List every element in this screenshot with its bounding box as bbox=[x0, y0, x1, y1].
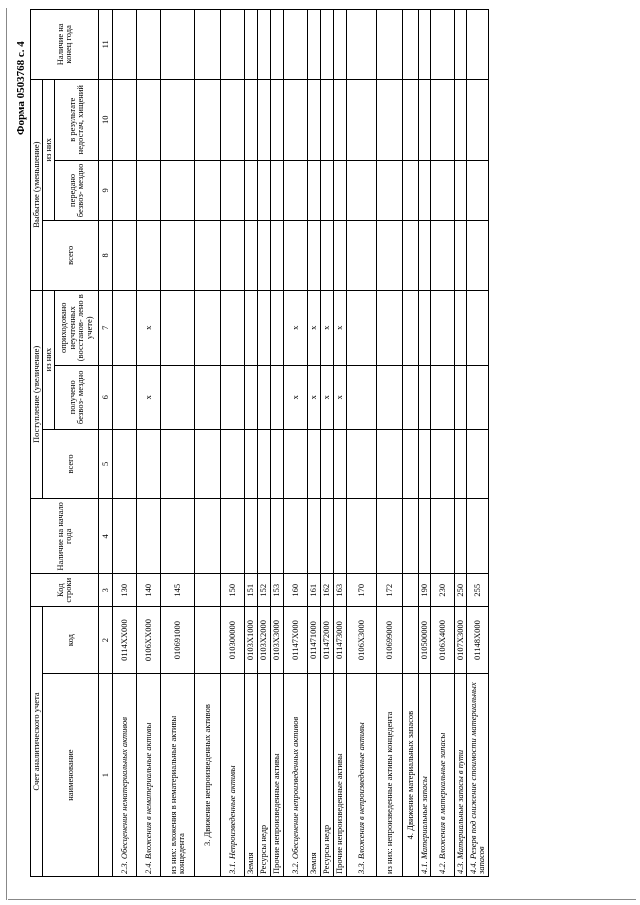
row-line-code: 153 bbox=[270, 574, 283, 606]
row-code: 011471000 bbox=[307, 606, 320, 673]
empty-cell bbox=[466, 221, 488, 291]
empty-cell bbox=[418, 79, 430, 160]
empty-cell bbox=[454, 79, 466, 160]
empty-cell bbox=[454, 10, 466, 80]
table-row bbox=[346, 10, 376, 877]
row-name: 3.1. Непроизведенные активы bbox=[220, 674, 244, 877]
column-number: 3 bbox=[98, 574, 112, 606]
header-code: код bbox=[43, 606, 99, 673]
empty-cell bbox=[307, 499, 320, 574]
empty-cell bbox=[376, 160, 402, 220]
empty-cell bbox=[160, 79, 194, 160]
empty-cell bbox=[244, 160, 257, 220]
column-number: 11 bbox=[98, 10, 112, 80]
row-name: Ресурсы недр bbox=[320, 674, 333, 877]
empty-cell bbox=[160, 221, 194, 291]
column-number: 7 bbox=[98, 290, 112, 365]
empty-cell bbox=[346, 79, 376, 160]
cell-free-received bbox=[430, 365, 454, 429]
header-end: Наличие на конец года bbox=[31, 10, 99, 80]
row-code: 0106Х4000 bbox=[430, 606, 454, 673]
column-number: 8 bbox=[98, 221, 112, 291]
column-number: 6 bbox=[98, 365, 112, 429]
table-row bbox=[160, 10, 194, 877]
empty-cell bbox=[136, 221, 160, 291]
empty-cell bbox=[220, 79, 244, 160]
table-row bbox=[466, 10, 488, 877]
table-row bbox=[270, 10, 283, 877]
empty-cell bbox=[160, 160, 194, 220]
cell-surplus bbox=[454, 290, 466, 365]
empty-cell bbox=[430, 10, 454, 80]
empty-cell bbox=[320, 10, 333, 80]
empty-cell bbox=[257, 429, 270, 499]
row-code: 010691000 bbox=[160, 606, 194, 673]
row-code: 01147Х000 bbox=[283, 606, 307, 673]
empty-cell bbox=[320, 79, 333, 160]
empty-cell bbox=[320, 499, 333, 574]
header-account: Счет аналитического учета bbox=[31, 606, 43, 876]
table-row bbox=[333, 10, 346, 877]
row-line-code: 172 bbox=[376, 574, 402, 606]
empty-cell bbox=[402, 221, 418, 291]
cell-free-received bbox=[454, 365, 466, 429]
empty-cell bbox=[402, 160, 418, 220]
empty-cell bbox=[402, 79, 418, 160]
empty-cell bbox=[333, 499, 346, 574]
empty-cell bbox=[402, 10, 418, 80]
row-name: Прочие непроизведенные активы bbox=[333, 674, 346, 877]
empty-cell bbox=[430, 499, 454, 574]
empty-cell bbox=[136, 10, 160, 80]
empty-cell bbox=[376, 79, 402, 160]
empty-cell bbox=[466, 499, 488, 574]
row-name: из них: непроизведенные активы концедента bbox=[376, 674, 402, 877]
column-number: 1 bbox=[98, 674, 112, 877]
cell-free-received bbox=[244, 365, 257, 429]
column-number: 5 bbox=[98, 429, 112, 499]
table-row bbox=[244, 10, 257, 877]
empty-cell bbox=[320, 221, 333, 291]
row-line-code: 163 bbox=[333, 574, 346, 606]
empty-cell bbox=[283, 79, 307, 160]
row-name: 2.3. Обесценение нематериальных активов bbox=[112, 674, 136, 877]
row-line-code: 170 bbox=[346, 574, 376, 606]
table-row bbox=[320, 10, 333, 877]
header-free-transferred: передано безвоз- мездно bbox=[54, 160, 98, 220]
account-table bbox=[30, 9, 489, 877]
row-line-code: 151 bbox=[244, 574, 257, 606]
empty-cell bbox=[112, 429, 136, 499]
empty-cell bbox=[333, 79, 346, 160]
header-receipt-total: всего bbox=[43, 429, 99, 499]
empty-cell bbox=[257, 160, 270, 220]
empty-cell bbox=[346, 221, 376, 291]
row-name: из них: вложения в нематериальные активы концедента bbox=[160, 674, 194, 877]
empty-cell bbox=[418, 429, 430, 499]
empty-cell bbox=[244, 79, 257, 160]
row-name: Ресурсы недр bbox=[257, 674, 270, 877]
row-code: 0107Х3000 bbox=[454, 606, 466, 673]
empty-cell bbox=[136, 499, 160, 574]
header-disposal-of-them: из них bbox=[43, 79, 55, 220]
header-receipt: Поступление (увеличение) bbox=[31, 290, 43, 499]
cell-surplus bbox=[402, 290, 418, 365]
empty-cell bbox=[283, 221, 307, 291]
cell-free-received: х bbox=[333, 365, 346, 429]
empty-cell bbox=[136, 79, 160, 160]
row-line-code: 162 bbox=[320, 574, 333, 606]
cell-surplus: х bbox=[320, 290, 333, 365]
empty-cell bbox=[320, 429, 333, 499]
row-code: 0103Х1000 bbox=[244, 606, 257, 673]
header-disposal-total: всего bbox=[43, 221, 99, 291]
empty-cell bbox=[307, 10, 320, 80]
empty-cell bbox=[307, 221, 320, 291]
empty-cell bbox=[466, 160, 488, 220]
empty-cell bbox=[307, 160, 320, 220]
empty-cell bbox=[220, 10, 244, 80]
empty-cell bbox=[346, 10, 376, 80]
row-name: 4.2. Вложения в материальные запасы bbox=[430, 674, 454, 877]
empty-cell bbox=[194, 221, 220, 291]
cell-free-received: х bbox=[320, 365, 333, 429]
empty-cell bbox=[244, 499, 257, 574]
row-line-code: 230 bbox=[430, 574, 454, 606]
empty-cell bbox=[112, 79, 136, 160]
table-row bbox=[257, 10, 270, 877]
empty-cell bbox=[194, 10, 220, 80]
empty-cell bbox=[307, 429, 320, 499]
empty-cell bbox=[333, 10, 346, 80]
empty-cell bbox=[376, 429, 402, 499]
empty-cell bbox=[333, 221, 346, 291]
row-code: 0103Х3000 bbox=[270, 606, 283, 673]
cell-surplus bbox=[257, 290, 270, 365]
column-number: 4 bbox=[98, 499, 112, 574]
row-code: 010699000 bbox=[376, 606, 402, 673]
empty-cell bbox=[220, 160, 244, 220]
table-row bbox=[112, 10, 136, 877]
cell-surplus: х bbox=[307, 290, 320, 365]
header-receipt-of-them: из них bbox=[43, 290, 55, 429]
empty-cell bbox=[160, 10, 194, 80]
empty-cell bbox=[430, 79, 454, 160]
empty-cell bbox=[112, 499, 136, 574]
row-name: 4.4. Резерв под снижение стоимости материальных запасов bbox=[466, 674, 488, 877]
row-line-code: 160 bbox=[283, 574, 307, 606]
empty-cell bbox=[270, 10, 283, 80]
empty-cell bbox=[194, 499, 220, 574]
empty-cell bbox=[376, 221, 402, 291]
row-name: Прочие непроизведенные активы bbox=[270, 674, 283, 877]
empty-cell bbox=[346, 499, 376, 574]
row-name: 4. Движение материальных запасов bbox=[402, 674, 418, 877]
cell-surplus bbox=[376, 290, 402, 365]
header-shortage: в результате недостач, хищений bbox=[54, 79, 98, 160]
table-row bbox=[376, 10, 402, 877]
header-beginning: Наличие на начало года bbox=[31, 499, 99, 574]
empty-cell bbox=[112, 221, 136, 291]
cell-free-received bbox=[112, 365, 136, 429]
cell-free-received bbox=[466, 365, 488, 429]
table-row bbox=[220, 10, 244, 877]
row-code: 0114ХХ000 bbox=[112, 606, 136, 673]
cell-free-received bbox=[220, 365, 244, 429]
cell-free-received bbox=[376, 365, 402, 429]
empty-cell bbox=[257, 10, 270, 80]
empty-cell bbox=[194, 79, 220, 160]
empty-cell bbox=[220, 499, 244, 574]
cell-surplus bbox=[346, 290, 376, 365]
empty-cell bbox=[466, 79, 488, 160]
row-name: 3. Движение непроизведенных активов bbox=[194, 674, 220, 877]
empty-cell bbox=[220, 429, 244, 499]
empty-cell bbox=[160, 429, 194, 499]
empty-cell bbox=[454, 160, 466, 220]
empty-cell bbox=[418, 10, 430, 80]
empty-cell bbox=[283, 499, 307, 574]
cell-surplus bbox=[194, 290, 220, 365]
empty-cell bbox=[418, 499, 430, 574]
table-body bbox=[112, 10, 488, 877]
table-row bbox=[430, 10, 454, 877]
empty-cell bbox=[320, 160, 333, 220]
table-row bbox=[454, 10, 466, 877]
empty-cell bbox=[466, 429, 488, 499]
row-code: 010300000 bbox=[220, 606, 244, 673]
header-name: наименование bbox=[43, 674, 99, 877]
empty-cell bbox=[307, 79, 320, 160]
empty-cell bbox=[454, 429, 466, 499]
row-line-code: 150 bbox=[220, 574, 244, 606]
row-line-code: 190 bbox=[418, 574, 430, 606]
empty-cell bbox=[112, 160, 136, 220]
empty-cell bbox=[418, 221, 430, 291]
row-line-code bbox=[194, 574, 220, 606]
empty-cell bbox=[244, 221, 257, 291]
form-label: Форма 0503768 с. 4 bbox=[15, 41, 27, 135]
empty-cell bbox=[376, 499, 402, 574]
column-numbers-row bbox=[98, 10, 112, 877]
table-row bbox=[418, 10, 430, 877]
cell-free-received bbox=[418, 365, 430, 429]
row-code: 01148Х000 bbox=[466, 606, 488, 673]
row-code: 011472000 bbox=[320, 606, 333, 673]
table-row bbox=[283, 10, 307, 877]
cell-surplus bbox=[244, 290, 257, 365]
row-line-code bbox=[402, 574, 418, 606]
cell-surplus: х bbox=[136, 290, 160, 365]
row-name: Земля bbox=[307, 674, 320, 877]
row-line-code: 250 bbox=[454, 574, 466, 606]
empty-cell bbox=[402, 429, 418, 499]
row-code: 0103Х2000 bbox=[257, 606, 270, 673]
cell-free-received bbox=[194, 365, 220, 429]
row-name: 2.4. Вложения в нематериальные активы bbox=[136, 674, 160, 877]
cell-free-received: х bbox=[307, 365, 320, 429]
row-code: 0106Х3000 bbox=[346, 606, 376, 673]
empty-cell bbox=[346, 429, 376, 499]
cell-free-received: х bbox=[283, 365, 307, 429]
row-code bbox=[402, 606, 418, 673]
header-surplus: оприходовано неучтенных (восстанов- лено в учете) bbox=[54, 290, 98, 365]
cell-surplus: х bbox=[333, 290, 346, 365]
column-number: 10 bbox=[98, 79, 112, 160]
empty-cell bbox=[257, 221, 270, 291]
empty-cell bbox=[257, 79, 270, 160]
table-row bbox=[194, 10, 220, 877]
empty-cell bbox=[430, 221, 454, 291]
cell-free-received bbox=[270, 365, 283, 429]
row-name: 4.1. Материальные запасы bbox=[418, 674, 430, 877]
row-code: 011473000 bbox=[333, 606, 346, 673]
row-line-code: 130 bbox=[112, 574, 136, 606]
empty-cell bbox=[418, 160, 430, 220]
empty-cell bbox=[270, 79, 283, 160]
cell-surplus bbox=[160, 290, 194, 365]
empty-cell bbox=[270, 221, 283, 291]
empty-cell bbox=[454, 221, 466, 291]
empty-cell bbox=[194, 429, 220, 499]
empty-cell bbox=[112, 10, 136, 80]
empty-cell bbox=[333, 429, 346, 499]
empty-cell bbox=[454, 499, 466, 574]
cell-free-received bbox=[346, 365, 376, 429]
table-row bbox=[307, 10, 320, 877]
header-line-code: Код строки bbox=[31, 574, 99, 606]
cell-free-received: х bbox=[136, 365, 160, 429]
cell-surplus bbox=[220, 290, 244, 365]
empty-cell bbox=[220, 221, 244, 291]
cell-surplus bbox=[430, 290, 454, 365]
empty-cell bbox=[430, 160, 454, 220]
row-line-code: 145 bbox=[160, 574, 194, 606]
cell-surplus bbox=[112, 290, 136, 365]
row-name: 3.3. Вложения в непроизведенные активы bbox=[346, 674, 376, 877]
row-line-code: 255 bbox=[466, 574, 488, 606]
row-code bbox=[194, 606, 220, 673]
empty-cell bbox=[283, 10, 307, 80]
cell-surplus bbox=[270, 290, 283, 365]
empty-cell bbox=[160, 499, 194, 574]
row-line-code: 140 bbox=[136, 574, 160, 606]
row-name: Земля bbox=[244, 674, 257, 877]
empty-cell bbox=[402, 499, 418, 574]
empty-cell bbox=[136, 160, 160, 220]
empty-cell bbox=[257, 499, 270, 574]
empty-cell bbox=[244, 10, 257, 80]
column-number: 2 bbox=[98, 606, 112, 673]
row-code: 010500000 bbox=[418, 606, 430, 673]
empty-cell bbox=[270, 160, 283, 220]
empty-cell bbox=[136, 429, 160, 499]
column-number: 9 bbox=[98, 160, 112, 220]
empty-cell bbox=[346, 160, 376, 220]
row-line-code: 152 bbox=[257, 574, 270, 606]
empty-cell bbox=[376, 10, 402, 80]
cell-surplus bbox=[418, 290, 430, 365]
empty-cell bbox=[283, 160, 307, 220]
cell-free-received bbox=[402, 365, 418, 429]
empty-cell bbox=[466, 10, 488, 80]
empty-cell bbox=[194, 160, 220, 220]
cell-free-received bbox=[257, 365, 270, 429]
empty-cell bbox=[270, 429, 283, 499]
empty-cell bbox=[270, 499, 283, 574]
cell-free-received bbox=[160, 365, 194, 429]
empty-cell bbox=[283, 429, 307, 499]
table-row bbox=[136, 10, 160, 877]
header-disposal: Выбытие (уменьшение) bbox=[31, 79, 43, 290]
row-code: 0106ХХ000 bbox=[136, 606, 160, 673]
cell-surplus: х bbox=[283, 290, 307, 365]
table-row bbox=[402, 10, 418, 877]
cell-surplus bbox=[466, 290, 488, 365]
header-free-received: получено безвоз- мездно bbox=[54, 365, 98, 429]
row-line-code: 161 bbox=[307, 574, 320, 606]
empty-cell bbox=[333, 160, 346, 220]
row-name: 3.2. Обесценение непроизведенных активов bbox=[283, 674, 307, 877]
row-name: 4.3. Материальные запасы в пути bbox=[454, 674, 466, 877]
empty-cell bbox=[244, 429, 257, 499]
empty-cell bbox=[430, 429, 454, 499]
